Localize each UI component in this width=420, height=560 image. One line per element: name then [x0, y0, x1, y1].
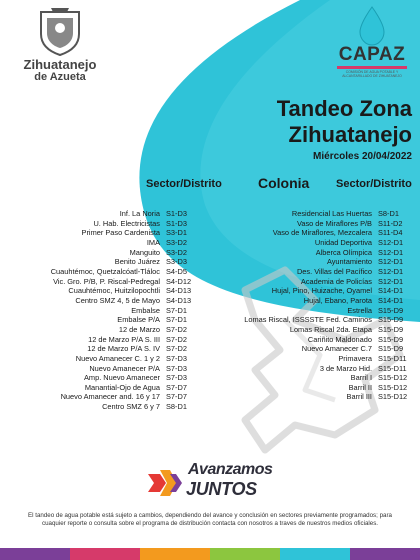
schedule-row	[0, 228, 200, 238]
footer-segment-purple-2	[350, 548, 420, 560]
schedule-row	[0, 335, 200, 345]
colonia-name: Ayuntamiento	[326, 257, 372, 267]
footer-segment-orange	[140, 548, 210, 560]
footer-segment-purple	[0, 548, 70, 560]
right-schedule-list	[232, 209, 416, 402]
sector-code: S15-D12	[378, 373, 408, 383]
colonia-name: Barril I	[350, 373, 372, 383]
org-name: Zihuatanejo	[23, 57, 97, 72]
sector-code: S7-D3	[166, 373, 187, 383]
sector-code: S7-D2	[166, 324, 187, 334]
schedule-row	[0, 257, 200, 267]
colonia-name: Benito Juárez	[114, 257, 160, 267]
title-block	[277, 96, 412, 162]
sector-code: S15-D11	[378, 363, 407, 373]
colonia-name: Primer Paso Cardenista	[81, 228, 160, 238]
colonia-name: Cuauhtémoc, Quetzalcóatl-Tláloc	[50, 266, 160, 276]
org-subtitle: de Azueta	[34, 71, 86, 83]
colonia-name: Embalse	[131, 305, 160, 315]
header-sector-right: Sector/Distrito	[336, 178, 412, 190]
colonia-name: U. Hab. Electricistas	[93, 218, 160, 228]
slogan-top-text: Avanzamos	[188, 461, 273, 478]
colonia-name: Centro SMZ 6 y 7	[102, 402, 160, 412]
schedule-row	[0, 354, 200, 364]
sector-code: S3-D1	[166, 228, 187, 238]
colonia-name: Des. Villas del Pacífico	[296, 266, 372, 276]
sector-code: S3-D2	[166, 247, 187, 257]
schedule-row	[232, 392, 416, 402]
sector-code: S12-D1	[378, 276, 404, 286]
sector-code: S12-D1	[378, 237, 404, 247]
schedule-row	[0, 238, 200, 248]
schedule-row	[232, 325, 416, 335]
colonia-name: Cariñito Maldonado	[307, 334, 372, 344]
colonia-name: Unidad Deportiva	[314, 237, 372, 247]
capaz-logo	[332, 6, 412, 78]
colonia-name: Centro SMZ 4, 5 de Mayo	[75, 295, 160, 305]
sector-code: S14-D1	[378, 295, 404, 305]
colonia-name: Nuevo Amanecer and. 16 y 17	[60, 392, 160, 402]
schedule-row	[0, 296, 200, 306]
schedule-row	[0, 402, 200, 412]
colonia-name: Estrella	[347, 305, 372, 315]
water-drop-icon	[357, 6, 387, 46]
title-line-2: Zihuatanejo	[288, 122, 412, 147]
colonia-name: 12 de Marzo P/A S. IV	[87, 344, 160, 354]
sector-code: S7-D2	[166, 334, 187, 344]
colonia-name: Primavera	[338, 353, 372, 363]
sector-code: S7-D7	[166, 382, 187, 392]
colonia-name: Barril II	[348, 382, 372, 392]
schedule-row	[232, 354, 416, 364]
schedule-row	[232, 238, 416, 248]
sector-code: S12-D1	[378, 257, 404, 267]
footer-segment-pink	[70, 548, 140, 560]
sector-code: S15-D9	[378, 334, 404, 344]
left-schedule-list	[0, 209, 200, 412]
footer-segment-teal	[280, 548, 350, 560]
schedule-row	[0, 315, 200, 325]
schedule-row	[232, 219, 416, 229]
schedule-row	[0, 286, 200, 296]
schedule-row	[232, 286, 416, 296]
schedule-row	[232, 364, 416, 374]
sector-code: S3-D2	[166, 237, 187, 247]
schedule-row	[0, 325, 200, 335]
schedule-row	[0, 209, 200, 219]
colonia-name: 12 de Marzo	[118, 324, 160, 334]
slogan-bottom-text: JUNTOS	[186, 479, 257, 499]
schedule-row	[0, 344, 200, 354]
header-sector-left: Sector/Distrito	[146, 178, 222, 190]
footer-color-bar	[0, 548, 420, 560]
sector-code: S15-D9	[378, 305, 404, 315]
sector-code: S3-D3	[166, 257, 187, 267]
colonia-name: Manguito	[129, 247, 160, 257]
schedule-row	[0, 267, 200, 277]
sector-code: S1-D3	[166, 218, 187, 228]
schedule-row	[0, 392, 200, 402]
sector-code: S11-D4	[378, 228, 403, 238]
schedule-row	[0, 364, 200, 374]
schedule-row	[232, 383, 416, 393]
colonia-name: Manantial-Ojo de Agua	[84, 382, 160, 392]
colonia-name: Residencial Las Huertas	[291, 209, 372, 218]
schedule-row	[232, 306, 416, 316]
sector-code: S15-D9	[378, 315, 404, 325]
date-label: Miércoles 20/04/2022	[313, 151, 412, 162]
schedule-row	[0, 373, 200, 383]
sector-code: S7-D7	[166, 392, 187, 402]
schedule-row	[0, 248, 200, 258]
colonia-name: Alberca Olímpica	[315, 247, 372, 257]
colonia-name: Hujal, Ebano, Parota	[303, 295, 372, 305]
colonia-name: Vic. Gro. P/B, P. Riscal-Pedregal	[53, 276, 160, 286]
sector-code: S8-D1	[378, 209, 399, 218]
colonia-name: Vaso de Miraflores, Mezcalera	[272, 228, 372, 238]
sector-code: S7-D1	[166, 315, 187, 325]
colonia-name: 12 de Marzo P/A S. III	[88, 334, 160, 344]
colonia-name: Inf. La Noria	[119, 209, 160, 218]
colonia-name: Amp. Nuevo Amanecer	[84, 373, 160, 383]
capaz-name: CAPAZ	[338, 44, 406, 65]
slogan-arrows-icon	[146, 464, 184, 502]
sector-code: S15-D12	[378, 382, 408, 392]
schedule-row	[232, 277, 416, 287]
sector-code: S4-D13	[166, 295, 192, 305]
colonia-name: 3 de Marzo Hid.	[319, 363, 372, 373]
footer-segment-green	[210, 548, 280, 560]
sector-code: S15-D9	[378, 324, 404, 334]
schedule-row	[0, 219, 200, 229]
schedule-row	[0, 277, 200, 287]
sector-code: S12-D1	[378, 247, 404, 257]
colonia-name: Nuevo Amanecer P/A	[89, 363, 160, 373]
sector-code: S15-D9	[378, 344, 404, 354]
sector-code: S14-D1	[378, 286, 404, 296]
capaz-tagline: COMISIÓN DE AGUA POTABLE Y ALCANTARILLADO DE ZIHUATANEJO	[342, 70, 402, 78]
zihuatanejo-logo	[10, 6, 110, 83]
colonia-name: IMA	[146, 237, 160, 247]
schedule-row	[232, 257, 416, 267]
schedule-row	[232, 228, 416, 238]
schedule-row	[232, 248, 416, 258]
sector-code: S8-D1	[166, 402, 187, 412]
sector-code: S4-D12	[166, 276, 192, 286]
sector-code: S4-D13	[166, 286, 192, 296]
sector-code: S7-D1	[166, 305, 187, 315]
schedule-row	[232, 267, 416, 277]
sector-code: S15-D12	[378, 392, 408, 402]
municipal-crest-icon	[37, 6, 83, 56]
sector-code: S7-D2	[166, 344, 187, 354]
colonia-name: Vaso de Miraflores P/B	[296, 218, 372, 228]
schedule-row	[0, 306, 200, 316]
colonia-name: Lomas Riscal 2da. Etapa	[289, 324, 372, 334]
sector-code: S7-D3	[166, 353, 187, 363]
disclaimer-text: El tandeo de agua potable está sujeto a cambios, dependiendo del avance y conclusión en sectores previamente programados; para cuaquier reporte o consulta sobre el programa de distribución contacta con nosotros a traves de nuestros medios oficiales.	[28, 512, 392, 527]
colonia-name: Barril III	[346, 392, 372, 402]
avanzamos-juntos-slogan	[146, 459, 296, 505]
schedule-row	[232, 296, 416, 306]
colonia-name: Cuauhtémoc, Huitzilopochtli	[68, 286, 160, 296]
colonia-name: Lomas Riscal, ISSSSTE Fed. Caminos	[244, 315, 372, 325]
capaz-underline	[337, 66, 407, 69]
colonia-name: Hujal, Pino, Huizache, Oyamel	[271, 286, 372, 296]
schedule-row	[232, 315, 416, 325]
schedule-row	[232, 373, 416, 383]
title-line-1: Tandeo Zona	[276, 96, 412, 121]
sector-code: S7-D3	[166, 363, 187, 373]
schedule-row	[232, 209, 416, 219]
sector-code: S1-D3	[166, 209, 187, 218]
schedule-row	[0, 383, 200, 393]
sector-code: S15-D11	[378, 353, 407, 363]
colonia-name: Embalse P/A	[117, 315, 160, 325]
header-colonia: Colonia	[258, 175, 310, 191]
sector-code: S4-D5	[166, 266, 187, 276]
sector-code: S12-D1	[378, 266, 404, 276]
colonia-name: Academia de Policías	[300, 276, 372, 286]
colonia-name: Nuevo Amanecer C.7	[301, 344, 372, 354]
schedule-row	[232, 335, 416, 345]
sector-code: S11-D2	[378, 218, 403, 228]
schedule-row	[232, 344, 416, 354]
colonia-name: Nuevo Amanecer C. 1 y 2	[75, 353, 160, 363]
